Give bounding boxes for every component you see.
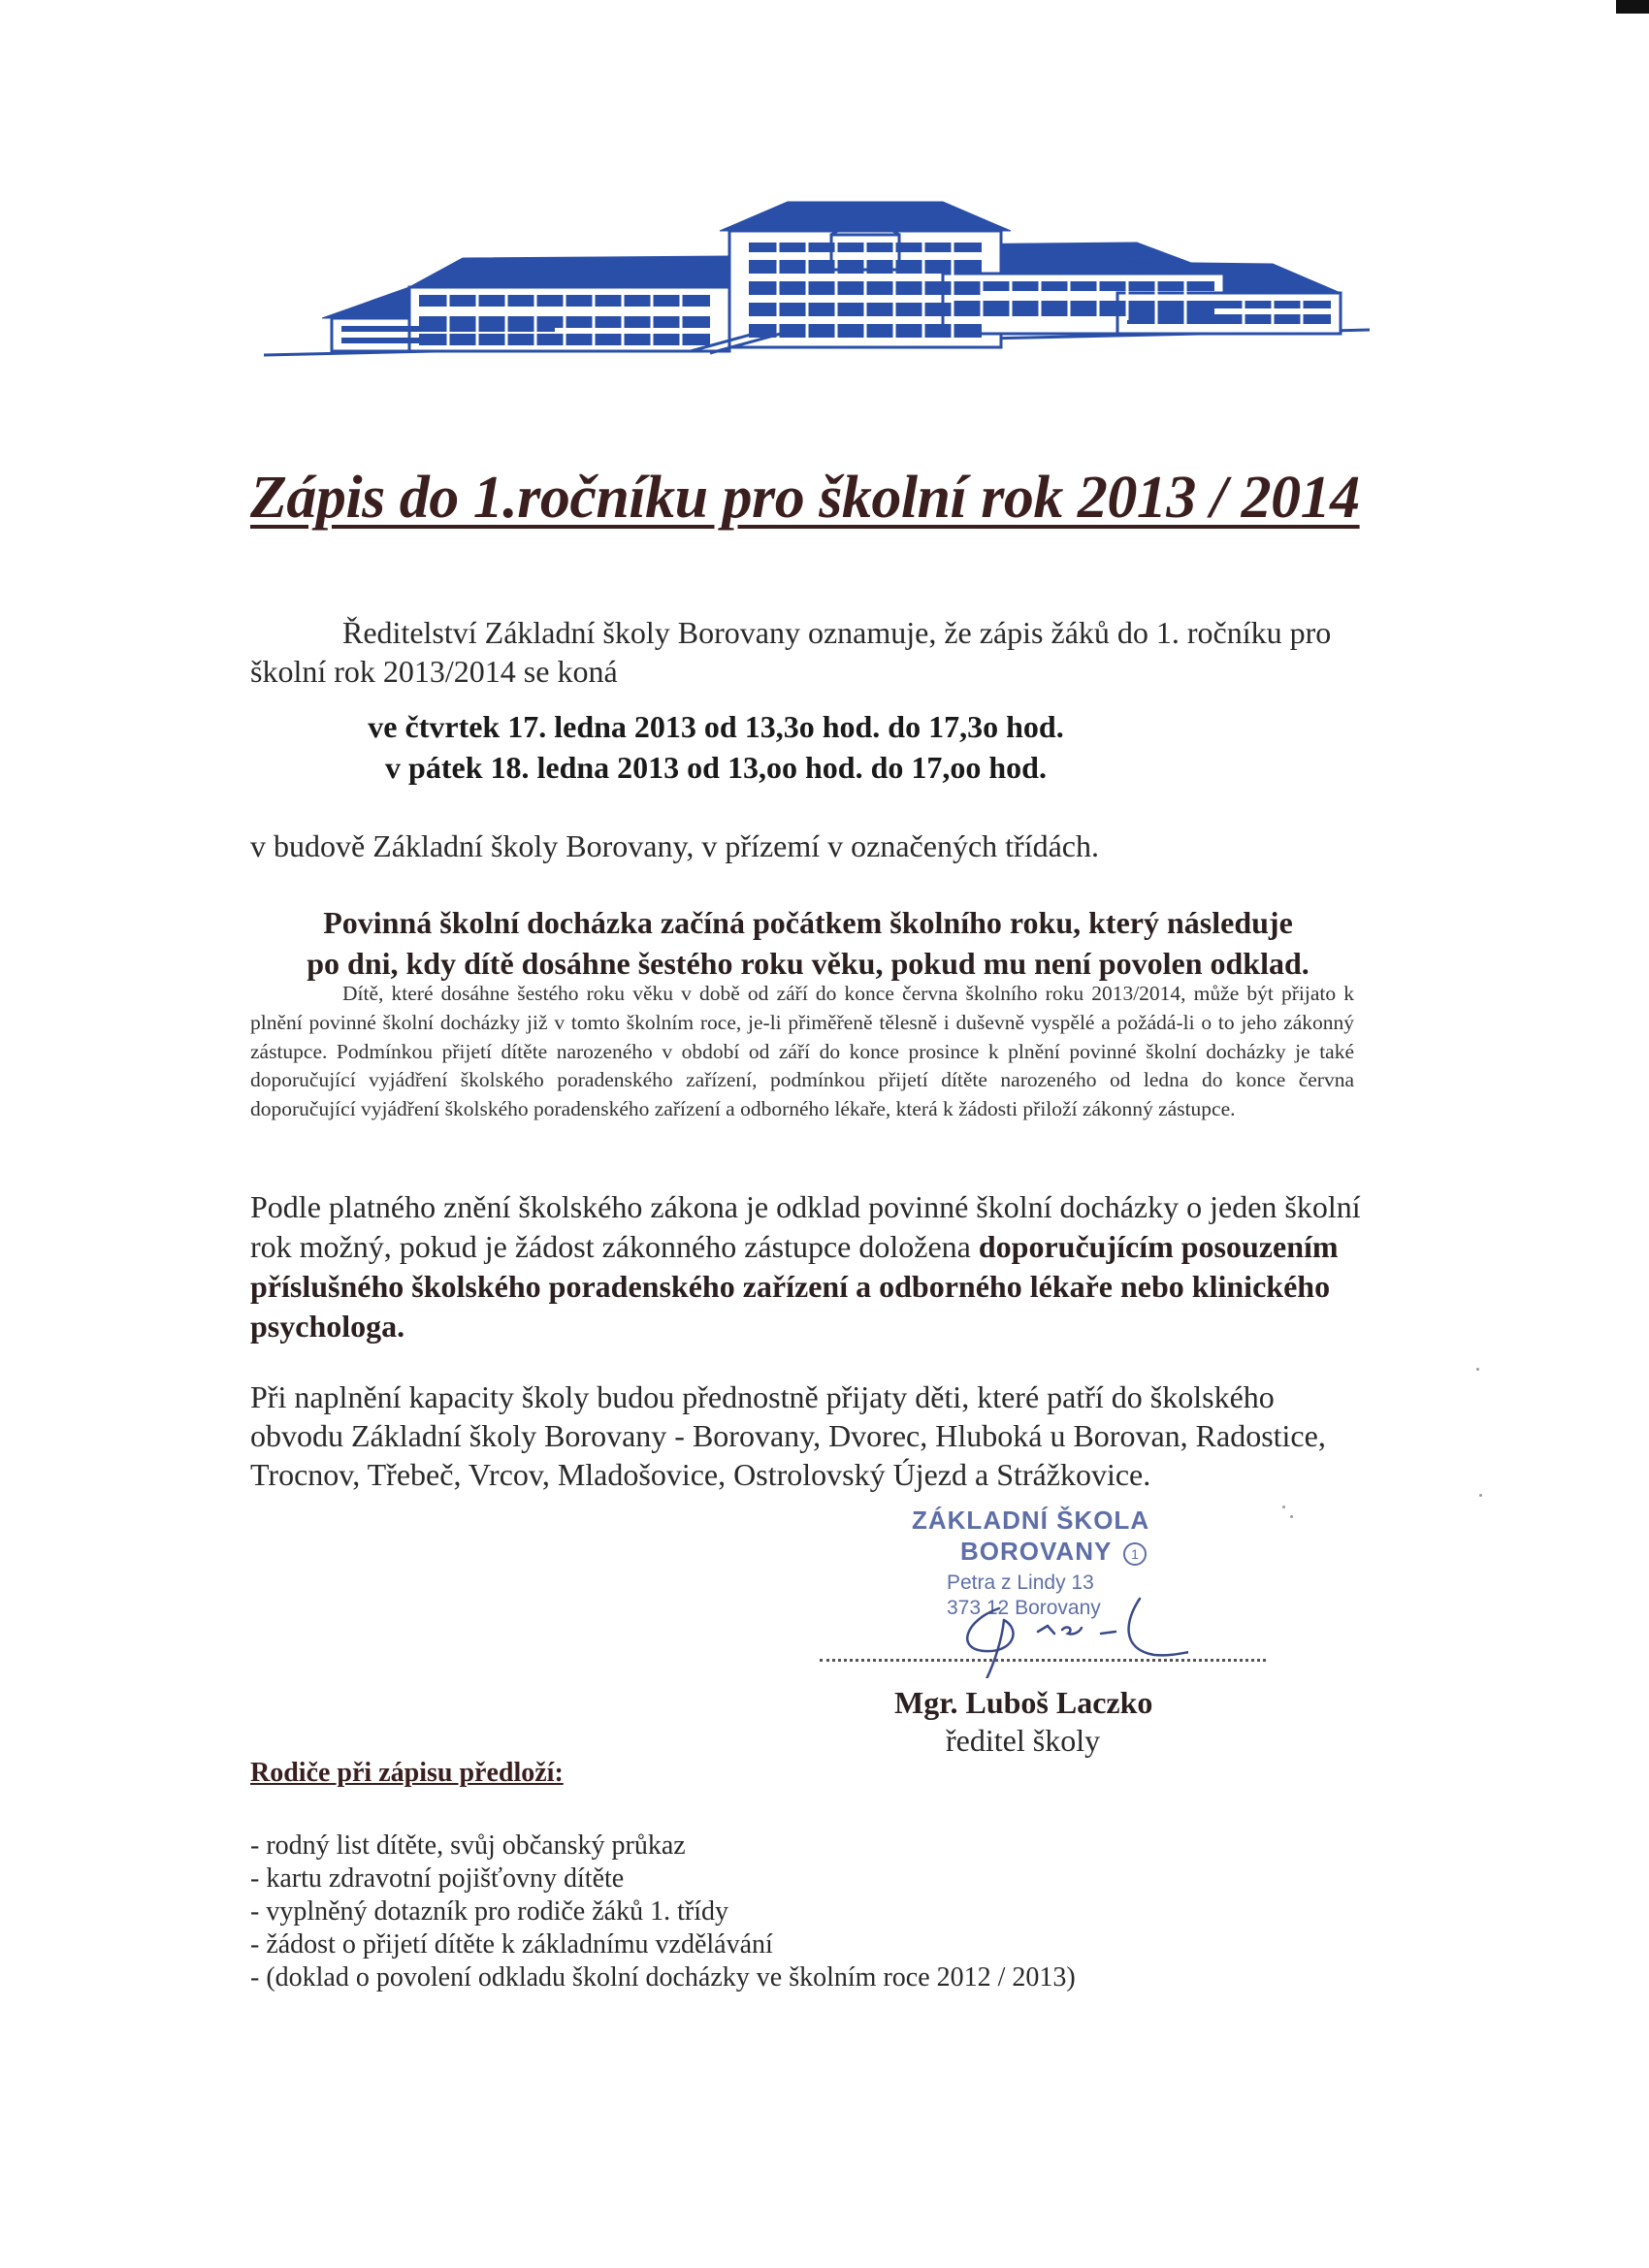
stamp-line-postcode: 373 12 Borovany	[947, 1597, 1101, 1619]
mandatory-line-1: Povinná školní docházka začíná počátkem školního roku, který následuje	[323, 905, 1293, 940]
handwritten-signature	[946, 1591, 1188, 1678]
capacity-paragraph: Při naplnění kapacity školy budou přednostně přijaty děti, které patří do školského obvodu Základní školy Borovany - Borovany, Dvorec, Hluboká u Borovan, Radostice, Trocnov, Třebeč, Vrcov, Mladošovice, Ostrolovský Újezd a Strážkovice.	[250, 1379, 1326, 1492]
early-admission-details: Dítě, které dosáhne šestého roku věku v době od září do konce června školního roku 2013/2014, může být přijato k plnění povinné školní docházky již v tomto školním roce, je-li přiměřeně tělesně i duševně vyspělé a požádá-li o to jeho zákonný zástupce. Podmínkou přijetí dítěte narozeného v období od září do konce prosince k plnění povinné školní docházky je také doporučující vyjádření školského poradenského zařízení, podmínkou přijetí dítěte narozeného od ledna do konce června doporučující vyjádření školského poradenského zařízení a odborného lékaře, která k žádosti přiloží zákonný zástupce.	[250, 982, 1354, 1121]
scan-speck	[1479, 1494, 1482, 1497]
location-paragraph: v budově Základní školy Borovany, v přízemí v označených třídách.	[250, 828, 1099, 863]
scan-corner-mark	[1616, 0, 1649, 14]
stamp-number: 1	[1123, 1542, 1147, 1566]
signature-line	[820, 1659, 1266, 1662]
date-line-thursday: ve čtvrtek 17. ledna 2013 od 13,3o hod. do 17,3o hod.	[368, 709, 1064, 744]
stamp-line-street: Petra z Lindy 13	[947, 1571, 1094, 1594]
list-item: - (doklad o povolení odkladu školní docházky ve školním roce 2012 / 2013)	[250, 1962, 1076, 1993]
mandatory-attendance-notice	[250, 902, 1366, 984]
deferral-text: Podle platného znění školského zákona je odklad povinné školní docházky o jeden školní rok možný, pokud je žádost zákonného zástupce doložena	[250, 1189, 1361, 1264]
signer-role: ředitel školy	[946, 1723, 1101, 1758]
list-item: - žádost o přijetí dítěte k základnímu vzdělávání	[250, 1929, 773, 1960]
date-line-friday: v pátek 18. ledna 2013 od 13,oo hod. do 17,oo hod.	[385, 750, 1047, 785]
list-item: - kartu zdravotní pojišťovny dítěte	[250, 1863, 625, 1894]
school-building-logo	[264, 184, 1370, 369]
intro-paragraph: Ředitelství Základní školy Borovany oznamuje, že zápis žáků do 1. ročníku pro školní rok 2013/2014 se koná	[250, 615, 1332, 689]
list-item: - vyplněný dotazník pro rodiče žáků 1. třídy	[250, 1896, 728, 1927]
scan-speck	[1476, 1368, 1479, 1371]
stamp-line-school: ZÁKLADNÍ ŠKOLA	[912, 1506, 1150, 1535]
enrollment-dates	[250, 706, 1181, 788]
deferral-bold-text: doporučujícím posouzením příslušného školského poradenského zařízení a odborného lékaře nebo klinického psychologa.	[250, 1229, 1339, 1344]
list-item: - rodný list dítěte, svůj občanský průkaz	[250, 1831, 686, 1861]
required-documents-list	[250, 1830, 1076, 1994]
mandatory-line-2: po dni, kdy dítě dosáhne šestého roku věku, pokud mu není povolen odklad.	[307, 946, 1310, 981]
signer-name: Mgr. Luboš Laczko	[894, 1685, 1153, 1720]
page-title: Zápis do 1.ročníku pro školní rok 2013 / 2014	[250, 465, 1360, 531]
parents-heading: Rodiče při zápisu předloží:	[250, 1758, 564, 1788]
stamp-line-town: BOROVANY	[960, 1537, 1113, 1566]
scan-speck	[1290, 1515, 1293, 1518]
scan-speck	[1282, 1506, 1285, 1508]
deferral-paragraph	[250, 1187, 1366, 1346]
